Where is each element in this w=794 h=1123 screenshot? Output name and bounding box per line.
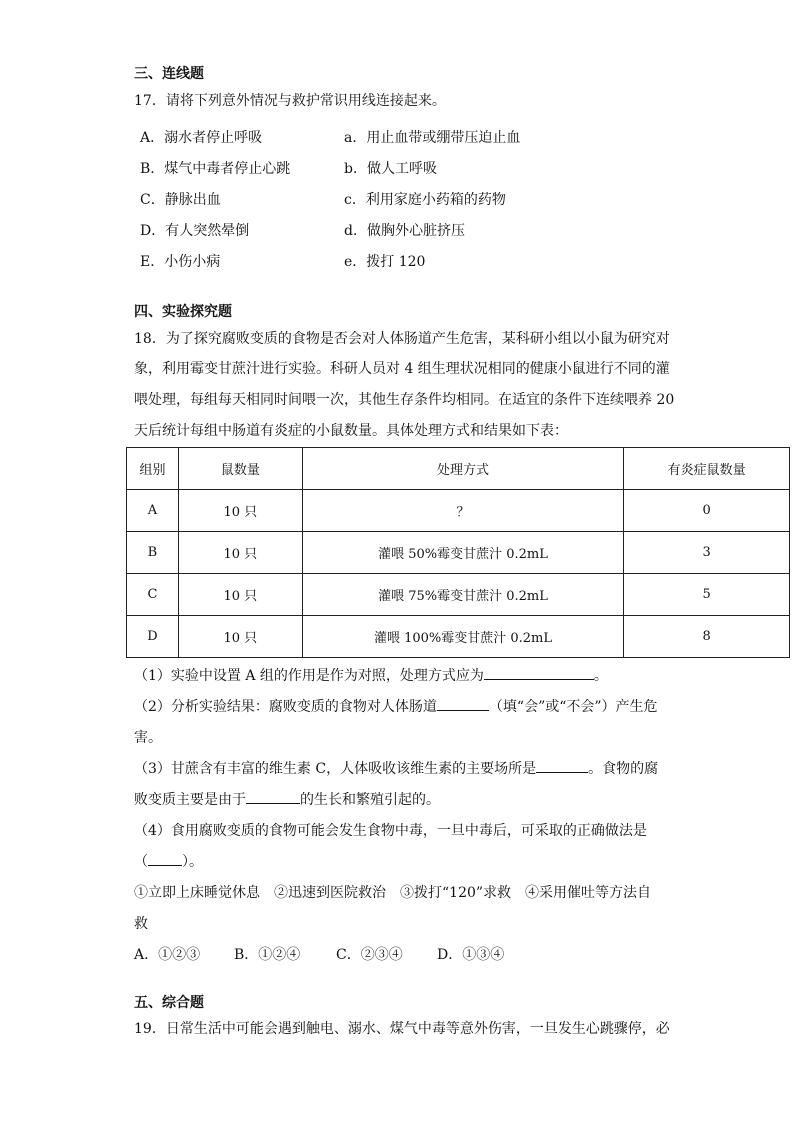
- choice-c[interactable]: C．②③④: [336, 947, 403, 963]
- choice-b[interactable]: B．①②④: [234, 947, 301, 963]
- table-cell: 8: [624, 616, 790, 658]
- table-cell: 3: [624, 532, 790, 574]
- table-row: [127, 532, 790, 574]
- question-17-stem: 17．请将下列意外情况与救护常识用线连接起来。: [134, 93, 446, 109]
- table-row: [127, 616, 790, 658]
- question-18-stem-line: 18．为了探究腐败变质的食物是否会对人体肠道产生危害，某科研小组以小鼠为研究对: [134, 331, 670, 347]
- sub-question-1: [134, 665, 608, 685]
- sub-question-text: （填“会”或“不会”）产生危: [488, 699, 658, 715]
- sub-question-text: （3）甘蔗含有丰富的维生素 C，人体吸收该维生素的主要场所是: [134, 761, 537, 777]
- table-cell: 灌喂 50%霉变甘蔗汁 0.2mL: [302, 532, 624, 574]
- sub-question-text: （2）分析实验结果：腐败变质的食物对人体肠道: [134, 699, 437, 715]
- section-5-heading: 五、综合题: [134, 995, 204, 1011]
- answer-blank[interactable]: [484, 665, 594, 680]
- table-cell: 10 只: [178, 532, 302, 574]
- sub-question-2: [134, 696, 658, 716]
- match-right-item: e．拨打 120: [344, 254, 426, 270]
- table-cell: ？: [302, 490, 624, 532]
- match-left-item: C．静脉出血: [140, 192, 221, 208]
- sub-question-3-cont: [134, 789, 440, 809]
- table-cell: D: [127, 616, 179, 658]
- sub-question-text: 的生长和繁殖引起的。: [300, 792, 440, 808]
- paren: （: [134, 854, 148, 870]
- sub-question-text: 。: [593, 668, 608, 684]
- table-cell: C: [127, 574, 179, 616]
- sub-question-text: （1）实验中设置 A 组的作用是作为对照，处理方式应为: [134, 668, 484, 684]
- table-header: 组别: [127, 448, 179, 490]
- table-cell: 10 只: [178, 490, 302, 532]
- table-header: 有炎症鼠数量: [624, 448, 790, 490]
- choice-d[interactable]: D．①③④: [437, 947, 505, 963]
- table-row: [127, 574, 790, 616]
- answer-blank[interactable]: [246, 789, 300, 804]
- section-4-heading: 四、实验探究题: [134, 304, 232, 320]
- options-line: ①立即上床睡觉休息 ②迅速到医院救治 ③拨打“120”求救 ④采用催吐等方法自: [134, 885, 652, 901]
- answer-blank[interactable]: [437, 696, 489, 711]
- answer-blank[interactable]: [536, 758, 588, 773]
- table-cell: 5: [624, 574, 790, 616]
- sub-question-4: （4）食用腐败变质的食物可能会发生食物中毒，一旦中毒后，可采取的正确做法是: [134, 823, 647, 839]
- sub-question-text: 败变质主要是由于: [134, 792, 246, 808]
- sub-question-2-cont: 害。: [134, 730, 162, 746]
- sub-question-3: [134, 758, 658, 778]
- match-left-item: E．小伤小病: [140, 254, 221, 270]
- question-19-stem: 19．日常生活中可能会遇到触电、溺水、煤气中毒等意外伤害，一旦发生心跳骤停，必: [134, 1021, 670, 1037]
- match-left-item: A．溺水者停止呼吸: [140, 130, 263, 146]
- paren: ）。: [182, 854, 203, 870]
- table-header: 处理方式: [302, 448, 624, 490]
- table-header: 鼠数量: [178, 448, 302, 490]
- match-left-item: D．有人突然晕倒: [140, 223, 250, 239]
- table-row: [127, 490, 790, 532]
- sub-question-text: 。食物的腐: [588, 761, 659, 777]
- question-18-stem-line: 天后统计每组中肠道有炎症的小鼠数量。具体处理方式和结果如下表：: [134, 423, 568, 439]
- table-cell: 0: [624, 490, 790, 532]
- match-right-item: d．做胸外心脏挤压: [344, 223, 465, 239]
- question-18-stem-line: 象，利用霉变甘蔗汁进行实验。科研人员对 4 组生理状况相同的健康小鼠进行不同的灌: [134, 361, 670, 377]
- match-right-item: b．做人工呼吸: [344, 161, 437, 177]
- match-right-item: a．用止血带或绷带压迫止血: [344, 130, 521, 146]
- table-cell: 10 只: [178, 616, 302, 658]
- sub-question-4-answer: [134, 851, 203, 871]
- section-3-heading: 三、连线题: [134, 66, 204, 82]
- match-right-item: c．利用家庭小药箱的药物: [344, 192, 506, 208]
- table-cell: 10 只: [178, 574, 302, 616]
- options-line-cont: 救: [134, 916, 148, 932]
- experiment-table: [126, 447, 790, 658]
- table-cell: A: [127, 490, 179, 532]
- answer-blank[interactable]: [148, 851, 182, 866]
- table-cell: 灌喂 75%霉变甘蔗汁 0.2mL: [302, 574, 624, 616]
- table-cell: B: [127, 532, 179, 574]
- choice-a[interactable]: A．①②③: [134, 947, 201, 963]
- table-cell: 灌喂 100%霉变甘蔗汁 0.2mL: [302, 616, 624, 658]
- match-left-item: B．煤气中毒者停止心跳: [140, 161, 291, 177]
- table-header-row: [127, 448, 790, 490]
- question-18-stem-line: 喂处理，每组每天相同时间喂一次，其他生存条件均相同。在适宜的条件下连续喂养 20: [134, 392, 675, 408]
